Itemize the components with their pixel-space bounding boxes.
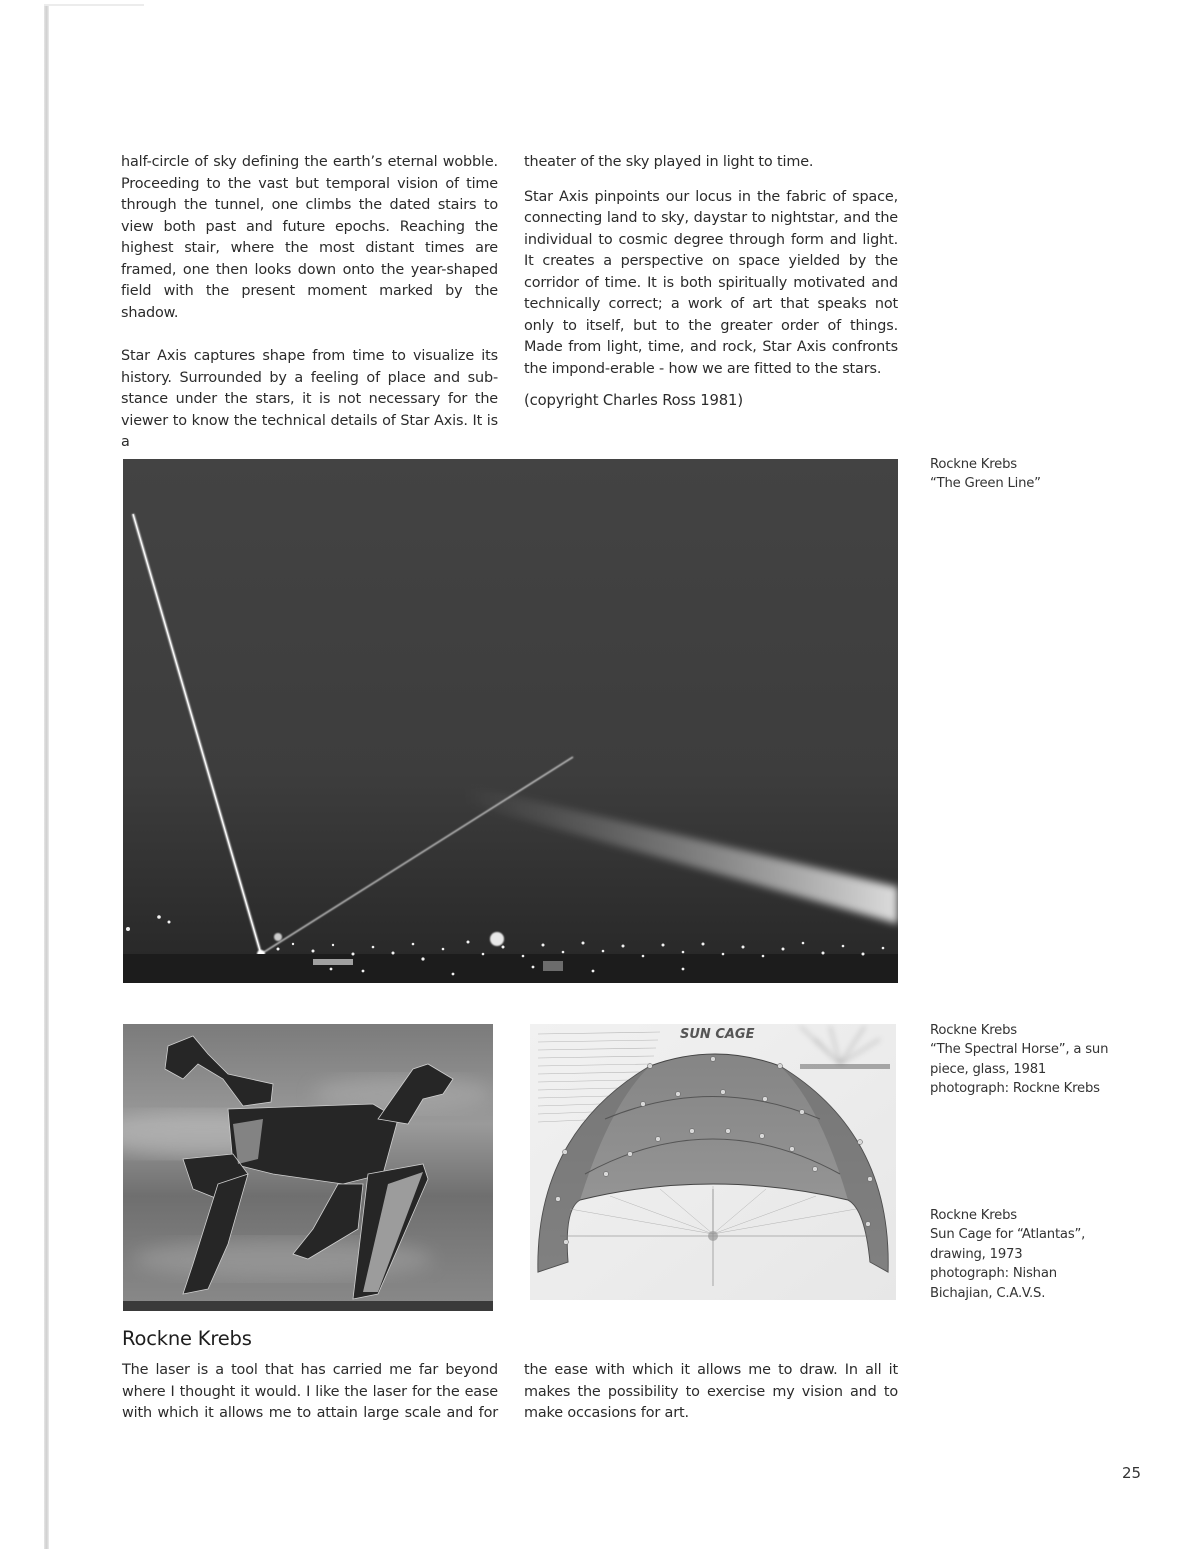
krebs-text-left-column: [122, 1360, 498, 1425]
photo-sun-cage: [530, 1024, 896, 1300]
paragraph: Star Axis pinpoints our locus in the fabric of space, connecting land to sky, daystar to nightstar, and the individual to cosmic degree through form and light. It creates a perspective on space yielded by the corridor of time. It is both spiritually motivated and technically correct; a work of art that speaks not only to itself, but to the greater order of things. Made from light, time, and rock, Star Axis confronts the impond-erable - how we are fitted to the stars.: [524, 188, 898, 377]
caption-line: piece, glass, 1981: [930, 1061, 1047, 1077]
paragraph: The laser is a tool that has carried me far beyond where I thought it would. I like the laser for the ease with which it allows me to attain large scale and for: [122, 1362, 498, 1421]
copyright-line: (copyright Charles Ross 1981): [524, 392, 743, 409]
photo-green-line: [123, 459, 898, 983]
caption-line: photograph: Rockne Krebs: [930, 1081, 1100, 1097]
sun-cage-drawing: [530, 1024, 896, 1300]
caption-line: “The Spectral Horse”, a sun: [930, 1042, 1109, 1058]
drawing-title: SUN CAGE: [680, 1027, 755, 1042]
krebs-text-right-column: [524, 1360, 898, 1425]
page-top-edge: [44, 4, 144, 6]
caption-line: Sun Cage for “Atlantas”,: [930, 1227, 1086, 1243]
photo-spectral-horse: [123, 1024, 493, 1311]
caption-line: Rockne Krebs: [930, 1023, 1017, 1038]
page-binding-edge: [44, 4, 49, 1549]
caption-line: photograph: Nishan: [930, 1266, 1057, 1282]
paragraph: Star Axis captures shape from time to visualize its history. Surrounded by a feeling of place and sub-stance under the stars, it is not necessary for the viewer to know the technical details of Star Axis. It is a: [121, 348, 498, 450]
paragraph: half-circle of sky defining the earth’s eternal wobble. Proceeding to the vast but temporal vision of time through the tunnel, one climbs the dated stairs to view both past and future epochs. Reaching the highest stair, where the most distant times are framed, one then looks down onto the year-shaped field with the present moment marked by the shadow.: [121, 154, 498, 321]
laser-night-photo: [123, 459, 898, 983]
section-title-rockne-krebs: Rockne Krebs: [122, 1327, 252, 1350]
caption-spectral-horse: [930, 1021, 1108, 1099]
glass-horse-photo: [123, 1024, 493, 1311]
star-axis-text-right-column: [524, 152, 898, 412]
paragraph: theater of the sky played in light to time.: [524, 154, 814, 170]
page-number: 25: [1122, 1464, 1142, 1482]
caption-line: drawing, 1973: [930, 1246, 1023, 1262]
caption-line: “The Green Line”: [930, 476, 1041, 492]
star-axis-text-left-column: [121, 152, 498, 454]
caption-line: Bichajian, C.A.V.S.: [930, 1285, 1046, 1301]
caption-green-line: [930, 455, 1041, 494]
caption-line: Rockne Krebs: [930, 1208, 1017, 1223]
paragraph: the ease with which it allows me to draw. In all it makes the possibility to exercise my vision and to make occasions for art.: [524, 1362, 898, 1421]
caption-line: Rockne Krebs: [930, 457, 1017, 472]
caption-sun-cage: [930, 1206, 1085, 1303]
